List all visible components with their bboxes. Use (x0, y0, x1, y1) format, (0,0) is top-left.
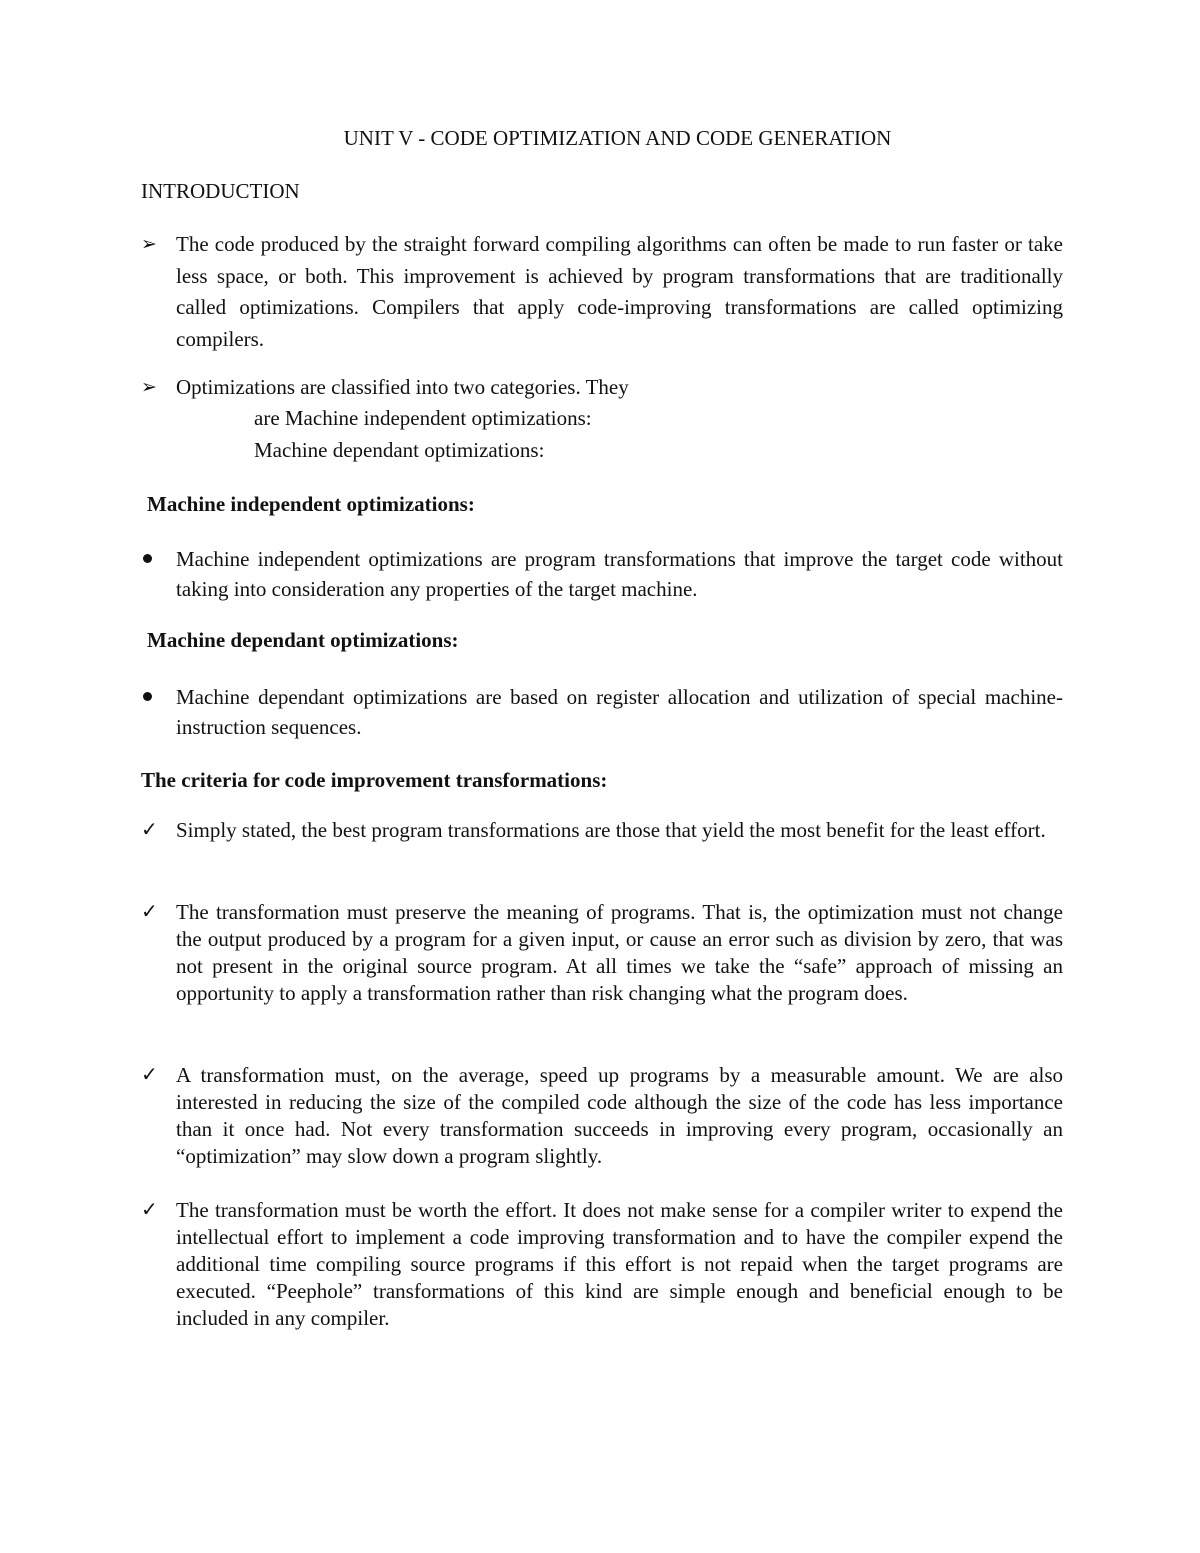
criteria-item-text: A transformation must, on the average, speed up programs by a measurable amount. We are also interested in reducing the size of the compiled code although the size of the code has less importance than it once had. Not every transformation succeeds in improving every program, occasionally an “optimization” may slow down a program slightly. (176, 1063, 1063, 1168)
machine-dependant-bullet (141, 682, 1063, 742)
criteria-item-text: The transformation must preserve the meaning of programs. That is, the optimization must not change the output produced by a program for a given input, or cause an error such as division by zero, that was not present in the original source program. At all times we take the “safe” approach of missing an opportunity to apply a transformation rather than risk changing what the program does. (176, 900, 1063, 1005)
intro-bullet-text: Optimizations are classified into two categories. They (176, 375, 629, 399)
intro-bullet-text: The code produced by the straight forward compiling algorithms can often be made to run faster or take less space, or both. This improvement is achieved by program transformations that are traditionally called optimizations. Compilers that apply code-improving transformations are called optimizing compilers. (176, 232, 1063, 351)
criteria-item-2 (141, 899, 1063, 1007)
checkmark-icon: ✓ (141, 901, 158, 923)
arrow-bullet-icon: ➢ (141, 234, 157, 255)
page-title: UNIT V - CODE OPTIMIZATION AND CODE GENERATION (343, 126, 892, 150)
checkmark-icon: ✓ (141, 1199, 158, 1221)
checkmark-icon: ✓ (141, 819, 158, 841)
category-line-2: Machine dependant optimizations: (254, 438, 545, 462)
machine-independent-heading: Machine independent optimizations: (147, 492, 475, 516)
round-bullet-icon (143, 692, 152, 701)
intro-heading: INTRODUCTION (141, 179, 300, 203)
category-line-1: are Machine independent optimizations: (254, 406, 592, 430)
intro-bullet-2 (141, 372, 1063, 404)
criteria-item-3 (141, 1062, 1063, 1170)
criteria-item-text: Simply stated, the best program transformations are those that yield the most benefit for the least effort. (176, 818, 1046, 842)
arrow-bullet-icon: ➢ (141, 377, 157, 398)
criteria-heading: The criteria for code improvement transformations: (141, 768, 608, 792)
checkmark-icon: ✓ (141, 1064, 158, 1086)
round-bullet-icon (143, 554, 152, 563)
criteria-item-4 (141, 1197, 1063, 1332)
criteria-item-1 (141, 817, 1063, 844)
machine-independent-bullet (141, 544, 1063, 604)
intro-bullet-1 (141, 229, 1063, 355)
machine-dependant-heading: Machine dependant optimizations: (147, 628, 459, 652)
criteria-item-text: The transformation must be worth the effort. It does not make sense for a compiler writer to expend the intellectual effort to implement a code improving transformation and to have the compiler expend the additional time compiling source programs if this effort is not repaid when the target programs are executed. “Peephole” transformations of this kind are simple enough and beneficial enough to be included in any compiler. (176, 1198, 1063, 1330)
machine-independent-text: Machine independent optimizations are program transformations that improve the target code without taking into consideration any properties of the target machine. (176, 547, 1063, 601)
machine-dependant-text: Machine dependant optimizations are based on register allocation and utilization of special machine-instruction sequences. (176, 685, 1063, 739)
